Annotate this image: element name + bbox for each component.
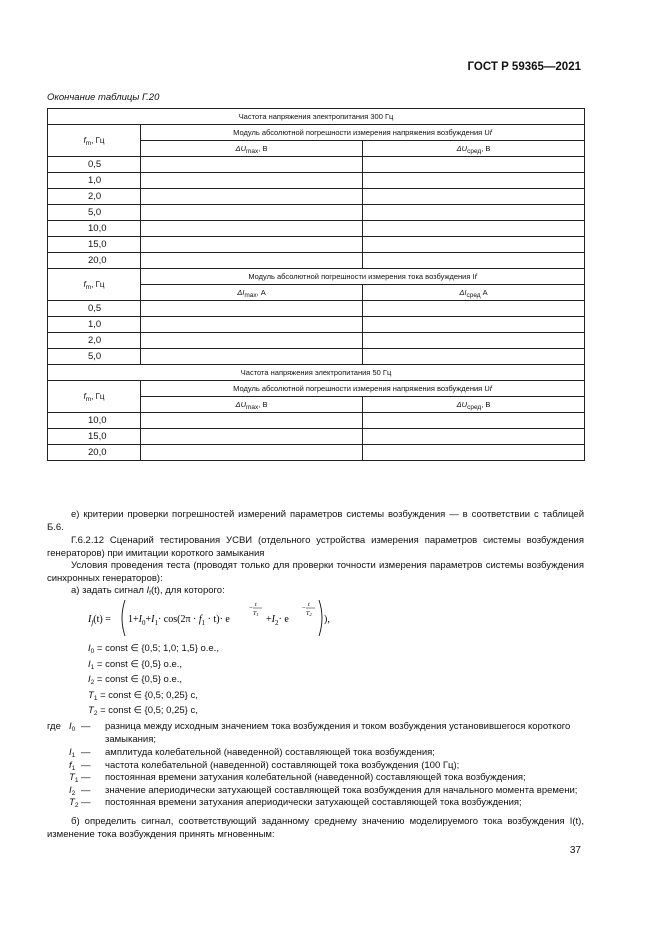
condition-item: $T_1$ = const ∈ {0,5; 0,25} с, [88,690,198,702]
where-item: $I_1$ — амплитуда колебательной (наведенной) составляющей тока возбуждения; [69,747,435,759]
fm-value: 1,0 [48,317,141,333]
fm-value: 0,5 [48,301,141,317]
table-row [48,445,585,461]
di-max-cell [141,301,363,317]
fm-value: 10,0 [48,221,141,237]
body-text [47,509,584,598]
formula-term2: $+I_2\cdot e$ [266,614,289,627]
du-max-cell [141,205,363,221]
fm-header: $f_m$, Гц [48,269,141,301]
du-avg-cell [363,157,585,173]
di-avg-header: $\Delta I_{сред}$ А [363,285,585,301]
group-header-row [48,125,585,141]
du-max-cell [141,429,363,445]
exp1-num: t [255,602,257,608]
di-avg-cell [363,317,585,333]
exp1-den: T1 [253,611,259,617]
section-title-300hz: Частота напряжения электропитания 300 Гц [48,109,585,125]
di-avg-cell [363,333,585,349]
fm-header: $f_m$, Гц [48,381,141,413]
measurement-table [47,108,585,461]
section-header-row [48,109,585,125]
formula-tail: ), [324,614,330,625]
paragraph-b-block [47,816,584,841]
paragraph-g6212: Г.6.2.12 Сценарий тестирования УСВИ (отдельного устройства измерения параметров системы возбуждения генераторов) при имитации короткого замыкания [47,535,584,559]
group-header-row [48,269,585,285]
document-id: ГОСТ Р 59365—2021 [467,61,581,73]
fm-value: 10,0 [48,413,141,429]
table-row [48,237,585,253]
where-item: $T_2$ — постоянная времени затухания апериодически затухающей составляющей тока возбуждения; [69,797,522,809]
exp2-num: t [308,602,310,608]
fm-value: 15,0 [48,237,141,253]
du-avg-header: $\Delta U_{сред}$, В [363,141,585,157]
table-row [48,301,585,317]
du-avg-cell [363,173,585,189]
du-max-cell [141,173,363,189]
where-item: где $I_0$ — разница между исходным значением тока возбуждения и током возбуждения установившегося короткого замыкания; [47,721,571,745]
du-max-cell [141,221,363,237]
du-max-cell [141,413,363,429]
du-avg-cell [363,189,585,205]
group-header-row [48,381,585,397]
di-max-cell [141,349,363,365]
di-max-cell [141,317,363,333]
table-row [48,413,585,429]
fm-header: $f_m$, Гц [48,125,141,157]
fm-value: 20,0 [48,253,141,269]
current-formula [88,596,348,640]
page-number: 37 [569,845,581,856]
di-max-cell [141,333,363,349]
du-max-header: $\Delta U_{max}$, В [141,141,363,157]
paragraph-a: а) задать сигнал $I_f(t)$, для которого: [71,585,225,597]
formula-body: $1+I_0+I_1\cdot \cos(2\pi \cdot f_1 \cdot t)\cdot e$ [128,614,230,627]
fm-value: 5,0 [48,349,141,365]
fm-value: 1,0 [48,173,141,189]
du-avg-header: $\Delta U_{сред}$, В [363,397,585,413]
paragraph-conditions: Условия проведения теста (проводят только для проверки точности измерения параметров системы возбуждения синхронных генераторов): [47,560,584,584]
du-avg-cell [363,445,585,461]
table-row [48,157,585,173]
du-avg-cell [363,429,585,445]
table-row [48,221,585,237]
exp2-den: T2 [306,611,312,617]
condition-item: $I_0$ = const ∈ {0,5; 1,0; 1,5} о.е., [88,643,219,655]
du-avg-cell [363,253,585,269]
table-row [48,333,585,349]
table-row [48,349,585,365]
where-item: $f_1$ — частота колебательной (наведенной) составляющей тока возбуждения (100 Гц); [69,759,460,772]
di-avg-cell [363,349,585,365]
du-max-header: $\Delta U_{max}$, В [141,397,363,413]
di-avg-cell [363,301,585,317]
condition-item: $I_2$ = const ∈ {0,5} о.е., [88,674,183,686]
fm-value: 20,0 [48,445,141,461]
condition-item: $T_2$ = const ∈ {0,5; 0,25} с, [88,705,198,717]
paragraph-e: е) критерии проверки погрешностей измерений параметров системы возбуждения — в соответствии с таблицей Б.6. [47,509,584,533]
du-max-cell [141,253,363,269]
fm-value: 0,5 [48,157,141,173]
table-row [48,317,585,333]
du-max-cell [141,157,363,173]
di-max-header: $\Delta I_{max}$, А [141,285,363,301]
voltage-error-header: Модуль абсолютной погрешности измерения напряжения возбуждения Uf [141,381,585,397]
du-max-cell [141,237,363,253]
du-avg-cell [363,413,585,429]
table-row [48,189,585,205]
formula-lhs: $I_f(t)$ = [88,614,111,627]
table-row [48,173,585,189]
voltage-error-header: Модуль абсолютной погрешности измерения напряжения возбуждения Uf [141,125,585,141]
table-row [48,253,585,269]
du-max-cell [141,189,363,205]
du-avg-cell [363,205,585,221]
du-avg-cell [363,237,585,253]
fm-value: 5,0 [48,205,141,221]
du-avg-cell [363,221,585,237]
exp1-minus: − [249,604,253,612]
table-caption: Окончание таблицы Г.20 [47,92,160,103]
section-header-row [48,365,585,381]
condition-item: $I_1$ = const ∈ {0,5} о.е., [88,659,183,671]
fm-value: 2,0 [48,333,141,349]
table-row [48,205,585,221]
current-error-header: Модуль абсолютной погрешности измерения тока возбуждения If [141,269,585,285]
fm-value: 15,0 [48,429,141,445]
where-list [47,721,584,810]
du-max-cell [141,445,363,461]
exp2-minus: − [302,604,306,612]
fm-value: 2,0 [48,189,141,205]
section-title-50hz: Частота напряжения электропитания 50 Гц [48,365,585,381]
paragraph-b: б) определить сигнал, соответствующий заданному среднему значению моделируемого тока возбуждения I(t), изменение тока возбуждения принять мгновенным: [47,816,584,840]
table-row [48,429,585,445]
where-item: $T_1$ — постоянная времени затухания колебательной (наведенной) составляющей тока возбуждения; [69,772,526,784]
where-item: $I_2$ — значение апериодически затухающей составляющей тока возбуждения для начального момента времени; [69,784,578,797]
